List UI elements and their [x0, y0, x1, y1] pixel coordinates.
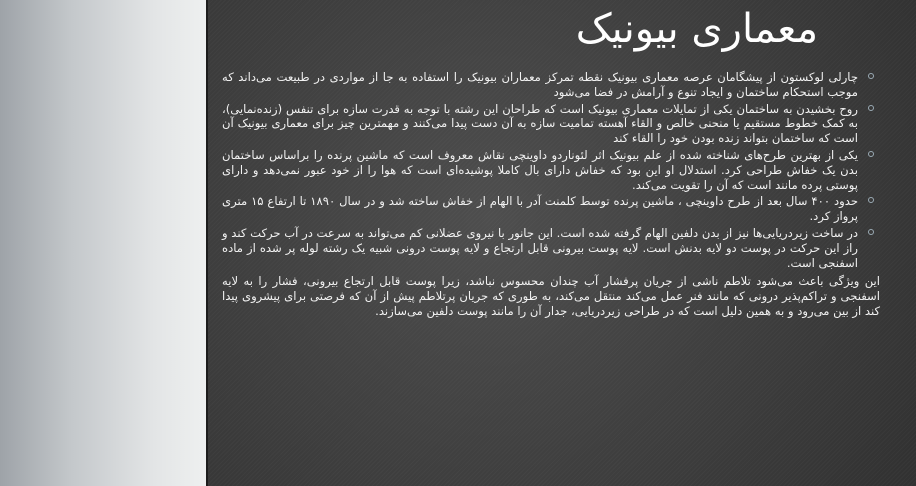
bullet-text: چارلی لوکستون از پیشگامان عرصه معماری بیونیک نقطه تمرکز معماران بیونیک را استفاده به جا از مواردی در طبیعت می‌داند که موجب استحکام ساختمان و ایجاد تنوع و آرامش در فضا می‌شود — [222, 70, 858, 99]
bullet-item — [222, 226, 880, 270]
bullet-text: حدود ۴۰۰ سال بعد از طرح داوینچی ، ماشین پرنده توسط کلمنت آدر با الهام از خفاش ساخته شد و در سال ۱۸۹۰ تا ارتفاع ۱۵ متری پرواز کرد. — [222, 194, 858, 224]
bullet-circle-icon — [868, 197, 874, 203]
bullet-item — [222, 102, 880, 146]
body-paragraph: این ویژگی باعث می‌شود تلاطم ناشی از جریان پرفشار آب چندان محسوس نباشد، زیرا پوست قابل ارتجاع بیرونی، فشار را به لایه اسفنجی و تراکم‌پذیر درونی که مانند فنر عمل می‌کند منتقل می‌کند، به طوری که جریان پرتلاطم پیش از آن که فرصتی برای پیشروی پیدا کند از بین می‌رود و به همین دلیل است که در طراحی زیردریایی، جدار آن را مانند پوست دلفین می‌سازند. — [222, 274, 880, 318]
bullet-circle-icon — [868, 151, 874, 157]
bullet-item — [222, 70, 880, 100]
bullet-circle-icon — [868, 229, 874, 235]
bullet-circle-icon — [868, 105, 874, 111]
bullet-text: یکی از بهترین طرح‌های شناخته شده از علم بیونیک اثر لئوناردو داوینچی نقاش معروف است که ماشین پرنده را براساس ساختمان بدن یک خفاش طراحی کرد. استدلال او این بود که خفاش دارای بال کاملا پوشیده‌ای است که هوا را از خود عبور نمی‌دهد و دارای پوستی پرده مانند است که آن را تقویت می‌کند. — [222, 147, 858, 192]
slide-title: معماری بیونیک — [575, 6, 818, 52]
bullet-text: روح بخشیدن به ساختمان یکی از تمایلات معماری بیونیک است که طراحان این رشته با توجه به قدرت سازه برای تنفس (زنده‌نمایی)، به کمک خطوط مستقیم یا منحنی خالص و القاء آهسته تمامیت سازه به آن دست پیدا می‌کنند و مهمترین چیز برای معماری بیونیک آن است که ساختمان بتواند زنده بودن خود را القاء کند — [222, 101, 858, 146]
bullet-item — [222, 194, 880, 224]
slide — [208, 0, 916, 486]
bullet-circle-icon — [868, 73, 874, 79]
bullet-item — [222, 148, 880, 192]
left-decorative-panel — [0, 0, 206, 486]
bullet-text: در ساخت زیردریایی‌ها نیز از بدن دلفین الهام گرفته شده است. این جانور با نیروی عضلانی کم می‌تواند به سرعت در آب حرکت کند و راز این حرکت در پوست دو لایه بدنش است. لایه پوست بیرونی قابل ارتجاع و لایه پوست درونی شبیه یک رشته لوله پر شده از ماده اسفنجی است. — [222, 225, 858, 270]
slide-content — [222, 70, 880, 319]
